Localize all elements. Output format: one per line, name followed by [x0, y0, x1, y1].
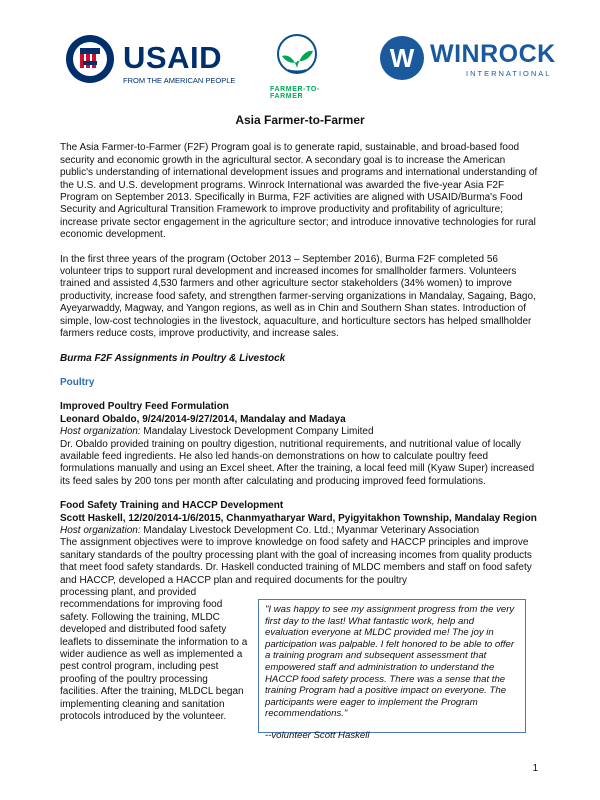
- host-label: Host organization:: [60, 524, 141, 536]
- page-number: 1: [532, 763, 538, 774]
- host-value: Mandalay Livestock Development Co. Ltd.; Myanmar Veterinary Association: [140, 524, 480, 536]
- assignment-food-safety: [60, 500, 540, 741]
- assignment-host: [60, 426, 540, 438]
- category-heading: Poultry: [60, 376, 95, 388]
- document-body: [60, 113, 540, 741]
- usaid-tagline: FROM THE AMERICAN PEOPLE: [123, 76, 236, 85]
- assignment-title: Improved Poultry Feed Formulation: [60, 401, 229, 413]
- f2f-sprout-icon: [266, 28, 328, 90]
- usaid-seal-icon: [65, 34, 115, 84]
- winrock-wordmark: WINROCK: [430, 40, 556, 68]
- usaid-wordmark: USAID: [123, 40, 222, 75]
- assignment-volunteer: Scott Haskell, 12/20/2014-1/6/2015, Chanmyatharyar Ward, Pyigyitakhon Township, Mandalay Region: [60, 512, 537, 524]
- assignment-volunteer: Leonard Obaldo, 9/24/2014-9/27/2014, Mandalay and Madaya: [60, 413, 346, 425]
- f2f-wordmark: FARMER-TO-FARMER: [270, 86, 320, 100]
- assignment-description: Dr. Obaldo provided training on poultry digestion, nutritional requirements, and nutritional value of locally available feed ingredients. He also led hands-on demonstrations on how to calculate poultry feed formulations manually and using an Excel sheet. After the training, a local feed mill (Kyaw Super) increased its feed sales by 200 tons per month after calculating and producing improved feed formulations.: [60, 438, 535, 487]
- section-heading: Burma F2F Assignments in Poultry & Livestock: [60, 352, 286, 364]
- assignment-host: [60, 525, 540, 537]
- winrock-w-icon: W: [380, 36, 424, 80]
- winrock-tagline: INTERNATIONAL: [466, 69, 552, 78]
- intro-paragraph: The Asia Farmer-to-Farmer (F2F) Program goal is to generate rapid, sustainable, and broad-based food security and economic growth in the agricultural sector. A secondary goal is to increase the American public's understanding of international development issues and programs and international understanding of the U.S. and U.S. development programs. Winrock International was awarded the five-year Asia F2F Program on September 2013. Specifically in Burma, F2F activities are aligned with USAID/Burma's Food Security and Agricultural Transition Framework to improve productivity and profitability of agriculture; increase private sector engagement in the agriculture sector; and introduce innovative technologies for rural economic development.: [60, 142, 538, 241]
- usaid-logo: [65, 34, 236, 98]
- host-value: Mandalay Livestock Development Company Limited: [140, 426, 374, 438]
- wrap-region: [60, 587, 540, 741]
- assignment-description: The assignment objectives were to improve knowledge on food safety and HACCP principles and improve sanitary standards of the poultry processing plant with the goal of increasing incomes from quality products that meet food safety standards. Dr. Haskell conducted training of MLDC members and staff on food safety and HACCP, developed a HACCP plan and required documents for the poultry: [60, 537, 532, 586]
- volunteer-quote-box: [258, 599, 526, 741]
- host-label: Host organization:: [60, 426, 141, 438]
- f2f-logo: [266, 28, 328, 100]
- assignment-feed-formulation: [60, 401, 540, 488]
- winrock-logo: [380, 36, 556, 96]
- quote-text: "I was happy to see my assignment progress from the very first day to the last! What fantastic work, help and evaluation everyone at MLDC provided me! The joy in participation was palpable. I felt honored to be able to offer a training program and subsequent assessment that empowered staff and administration to understand the HACCP food safety process. There was a sense that the training Program had a positive impact on everyone. The participants were eager to implement the Program recommendations.": [265, 604, 515, 720]
- quote-attribution: --volunteer Scott Haskell: [265, 729, 370, 741]
- results-paragraph: In the first three years of the program (October 2013 – September 2016), Burma F2F completed 56 volunteer trips to support rural development and increased incomes for smallholder farmers. Volunteers trained and assisted 4,530 farmers and other agriculture sector stakeholders (34% women) to improve productivity, increase food safety, and strengthen farmer-serving organizations in Mandalay, Sagaing, Bago, Ayeyarwaddy, Magway, and Yangon regions, as well as in Chin and Southern Shan states. Introduction of simple, low-cost technologies in the livestock, aquaculture, and horticulture sectors has helped smallholder farmers reduce costs, improve productivity, and increase sales.: [60, 253, 536, 340]
- assignment-title: Food Safety Training and HACCP Development: [60, 500, 284, 512]
- assignment-description-continued: processing plant, and provided recommendations for improving food safety. Following the training, MLDC developed and distributed food safety leaflets to disseminate the information to a wider audience as well as implemented a pest control program, including pest proofing of the poultry processing facilities. After the training, MLDCL began implementing cleaning and sanitation protocols introduced by the volunteer.: [60, 587, 248, 723]
- logo-header: [0, 28, 600, 106]
- page-title: Asia Farmer-to-Farmer: [235, 113, 365, 127]
